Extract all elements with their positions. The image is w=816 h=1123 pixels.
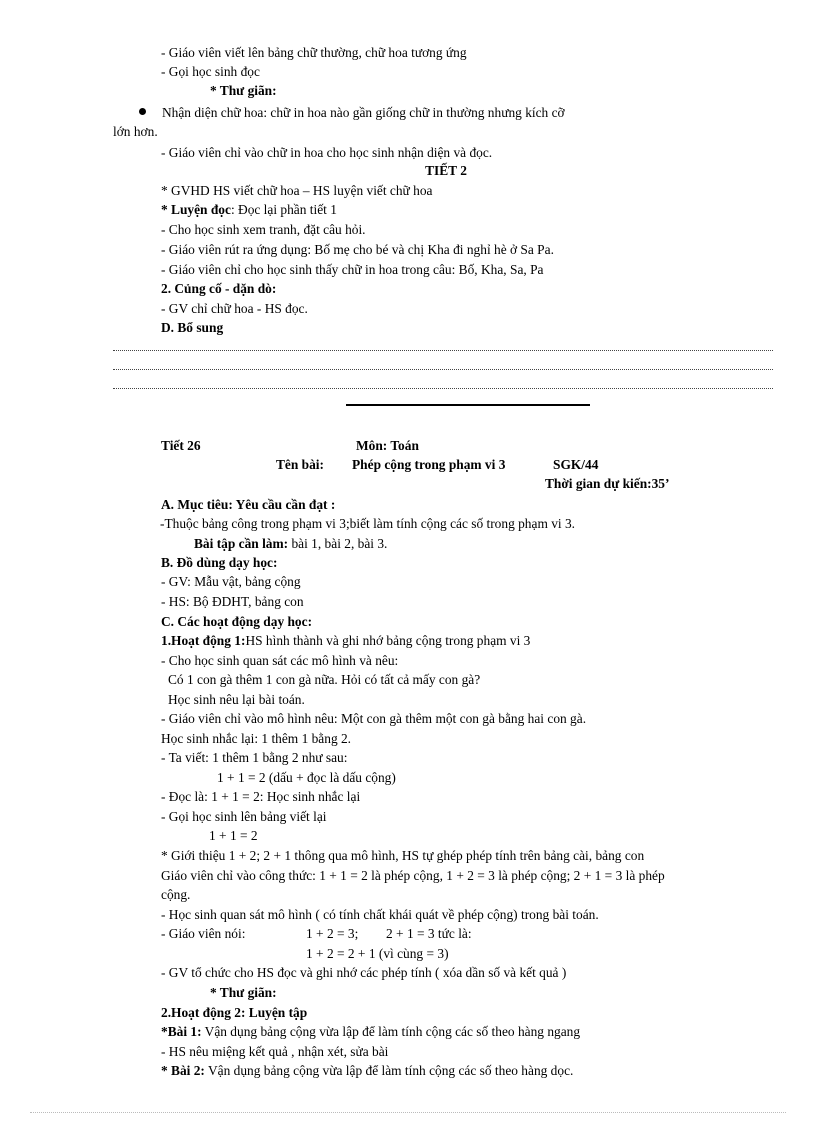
text-line: - Giáo viên chỉ vào mô hình nêu: Một con gà thêm một con gà bằng hai con gà. xyxy=(161,711,587,726)
page-border xyxy=(30,1112,786,1113)
section-heading: B. Đồ dùng dạy học: xyxy=(161,555,278,570)
text-line: - GV chỉ chữ hoa - HS đọc. xyxy=(161,301,308,316)
section-heading: C. Các hoạt động dạy học: xyxy=(161,614,313,629)
text-line: * Giới thiệu 1 + 2; 2 + 1 thông qua mô hình, HS tự ghép phép tính trên bảng cài, bảng con xyxy=(161,848,645,863)
text-line: - HS nêu miệng kết quả , nhận xét, sửa bài xyxy=(161,1044,389,1059)
section-heading: 2. Củng cố - dặn dò: xyxy=(161,281,277,296)
text-line: Bài tập cần làm: bài 1, bài 2, bài 3. xyxy=(194,536,388,551)
section-heading-tiet2: TIẾT 2 xyxy=(425,163,467,178)
text-line: - Ta viết: 1 thêm 1 bằng 2 như sau: xyxy=(161,750,348,765)
textbook-ref: SGK/44 xyxy=(553,457,599,472)
text-line: * Bài 2: Vận dụng bảng cộng vừa lập để làm tính cộng các số theo hàng dọc. xyxy=(161,1063,574,1078)
text-line: - Học sinh quan sát mô hình ( có tính chất khái quát về phép cộng) trong bài toán. xyxy=(161,907,599,922)
bullet-icon xyxy=(139,108,146,115)
text-line: Nhận diện chữ hoa: chữ in hoa nào gần giống chữ in thường nhưng kích cỡ xyxy=(162,105,565,120)
text-line: - Gọi học sinh lên bảng viết lại xyxy=(161,809,327,824)
text-line: - Giáo viên viết lên bảng chữ thường, chữ hoa tương ứng xyxy=(161,45,467,60)
lesson-title-label: Tên bài: xyxy=(276,457,324,472)
text-line: -Thuộc bảng công trong phạm vi 3;biết làm tính cộng các số trong phạm vi 3. xyxy=(160,516,576,531)
text-line: 1.Hoạt động 1:HS hình thành và ghi nhớ bảng cộng trong phạm vi 3 xyxy=(161,633,531,648)
text-line: - Cho học sinh xem tranh, đặt câu hỏi. xyxy=(161,222,366,237)
lesson-title: Phép cộng trong phạm vi 3 xyxy=(352,457,506,472)
section-heading: D. Bổ sung xyxy=(161,320,224,335)
text-line: - Cho học sinh quan sát các mô hình và nêu: xyxy=(161,653,399,668)
text-line: cộng. xyxy=(161,887,191,902)
text-line: 1 + 1 = 2 xyxy=(209,828,258,843)
subject: Môn: Toán xyxy=(356,438,419,453)
duration: Thời gian dự kiến:35’ xyxy=(545,476,670,491)
dotted-line xyxy=(113,388,773,389)
text-line: * Luyện đọc: Đọc lại phần tiết 1 xyxy=(161,202,337,217)
text-line: - Giáo viên rút ra ứng dụng: Bố mẹ cho bé và chị Kha đi nghỉ hè ở Sa Pa. xyxy=(161,242,554,257)
separator-rule xyxy=(346,404,590,406)
text-line: - Giáo viên nói: xyxy=(161,926,246,941)
section-heading: A. Mục tiêu: Yêu cầu cần đạt : xyxy=(161,497,336,512)
dotted-line xyxy=(113,350,773,351)
text-line: 1 + 2 = 3; xyxy=(306,926,359,941)
text-line: Học sinh nhắc lại: 1 thêm 1 bằng 2. xyxy=(161,731,352,746)
lesson-number: Tiết 26 xyxy=(161,438,201,453)
text-line: - Đọc là: 1 + 1 = 2: Học sinh nhắc lại xyxy=(161,789,361,804)
text-line: Giáo viên chỉ vào công thức: 1 + 1 = 2 là phép cộng, 1 + 2 = 3 là phép cộng; 2 + 1 = 3 là phép xyxy=(161,868,665,883)
text-line: Có 1 con gà thêm 1 con gà nữa. Hỏi có tất cả mấy con gà? xyxy=(168,672,481,687)
text-line: - Giáo viên chỉ cho học sinh thấy chữ in hoa trong câu: Bố, Kha, Sa, Pa xyxy=(161,262,544,277)
text-line: - HS: Bộ ĐDHT, bảng con xyxy=(161,594,304,609)
text-line: 1 + 1 = 2 (dấu + đọc là dấu cộng) xyxy=(217,770,396,785)
relax-heading: * Thư giãn: xyxy=(210,985,277,1000)
text-line: - Giáo viên chỉ vào chữ in hoa cho học sinh nhận diện và đọc. xyxy=(161,145,493,160)
relax-heading: * Thư giãn: xyxy=(210,83,277,98)
section-heading: 2.Hoạt động 2: Luyện tập xyxy=(161,1005,308,1020)
text-line: - GV tổ chức cho HS đọc và ghi nhớ các phép tính ( xóa dần số và kết quả ) xyxy=(161,965,567,980)
text-line: - Gọi học sinh đọc xyxy=(161,64,260,79)
text-line: 2 + 1 = 3 tức là: xyxy=(386,926,472,941)
text-line: - GV: Mẫu vật, bảng cộng xyxy=(161,574,301,589)
text-line: 1 + 2 = 2 + 1 (vì cùng = 3) xyxy=(306,946,449,961)
dotted-line xyxy=(113,369,773,370)
text-line: Học sinh nêu lại bài toán. xyxy=(168,692,305,707)
text-line: * GVHD HS viết chữ hoa – HS luyện viết chữ hoa xyxy=(161,183,433,198)
text-line: lớn hơn. xyxy=(113,124,158,139)
text-line: *Bài 1: Vận dụng bảng cộng vừa lập để làm tính cộng các số theo hàng ngang xyxy=(161,1024,581,1039)
